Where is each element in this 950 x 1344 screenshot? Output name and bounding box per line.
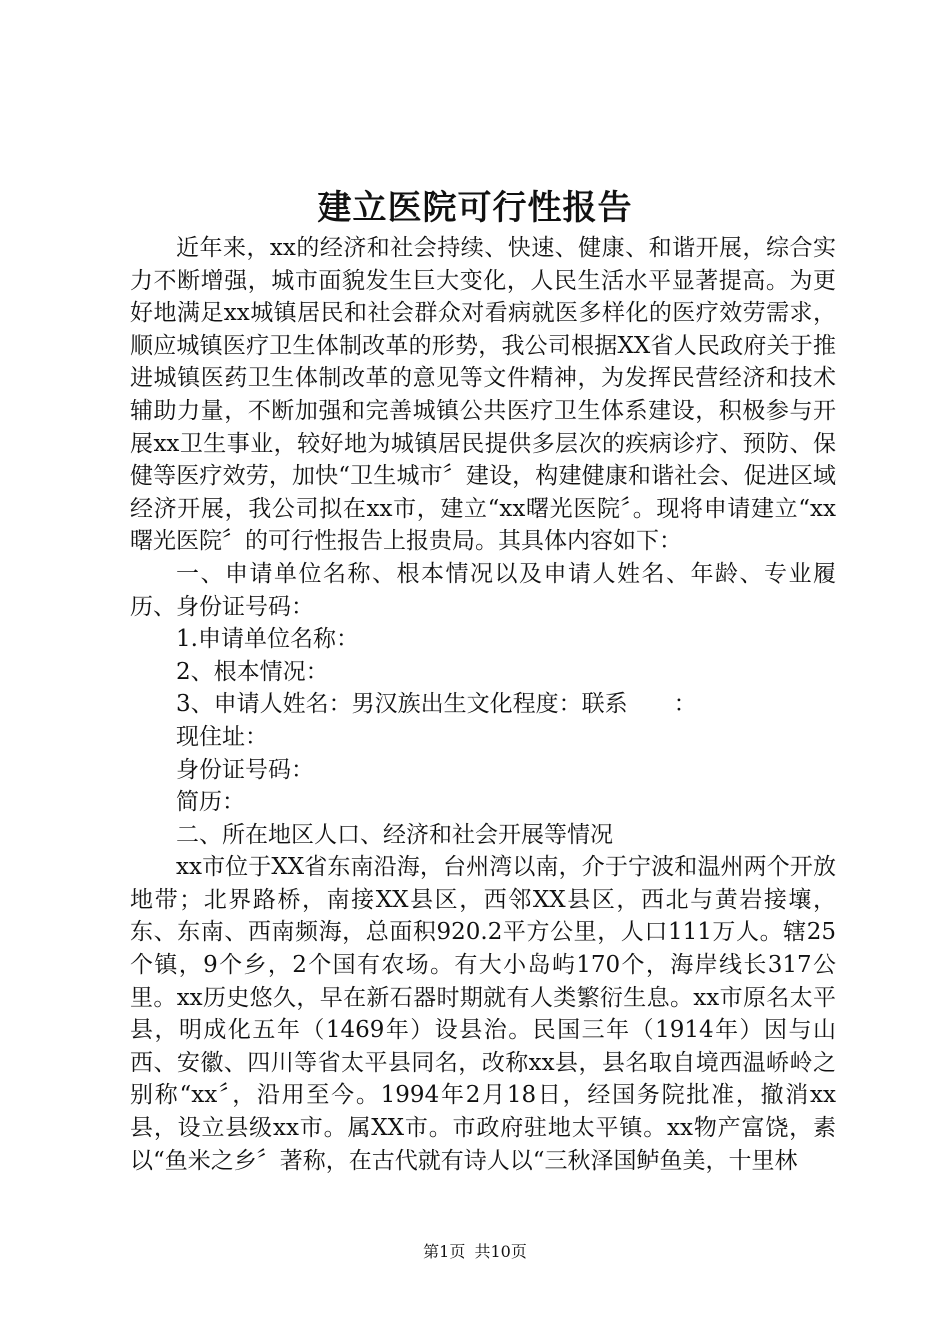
paragraph-intro: 近年来，xx的经济和社会持续、快速、健康、和谐开展，综合实力不断增强，城市面貌发生巨大变化，人民生活水平显著提高。为更好地满足xx城镇居民和社会群众对看病就医多样化的医疗效劳需求，顺应城镇医疗卫生体制改革的形势，我公司根据XX省人民政府关于推进城镇医药卫生体制改革的意见等文件精神，为发挥民营经济和技术辅助力量，不断加强和完善城镇公共医疗卫生体系建设，积极参与开展xx卫生事业，较好地为城镇居民提供多层次的疾病诊疗、预防、保健等医疗效劳，加快“卫生城市〞建设，构建健康和谐社会、促进区域经济开展，我公司拟在xx市，建立“xx曙光医院〞。现将申请建立“xx曙光医院〞的可行性报告上报贵局。其具体内容如下：	[130, 235, 836, 555]
paragraph-basic-info: 2、根本情况：	[176, 658, 329, 685]
paragraph-resume: 简历：	[176, 789, 245, 816]
document-title: 建立医院可行性报告	[317, 188, 633, 228]
paragraph-id-number: 身份证号码：	[176, 756, 314, 783]
paragraph-region-overview: xx市位于XX省东南沿海，台州湾以南，介于宁波和温州两个开放地带；北界路桥，南接XX县区，西邻XX县区，西北与黄岩接壤，东、东南、西南频海，总面积920.2平方公里，人口111万人。辖25个镇，9个乡，2个国有农场。有大小岛屿170个，海岸线长317公里。xx历史悠久，早在新石器时期就有人类繁衍生息。xx市原名太平县，明成化五年（1469年）设县治。民国三年（1914年）因与山西、安徽、四川等省太平县同名，改称xx县，县名取自境西温峤岭之别称“xx〞，沿用至今。1994年2月18日，经国务院批准，撤消xx县，设立县级xx市。属XX市。市政府驻地太平镇。xx物产富饶，素以“鱼米之乡〞著称，在古代就有诗人以“三秋泽国鲈鱼美，十里林	[130, 854, 836, 1174]
paragraph-address: 现住址：	[176, 723, 268, 750]
page-number: 第1页	[423, 1242, 466, 1261]
document-body	[130, 232, 836, 1177]
paragraph-applicant: 3、申请人姓名：男汉族出生文化程度：联系 ：	[176, 691, 697, 718]
paragraph-section-two-heading: 二、所在地区人口、经济和社会开展等情况	[176, 821, 613, 848]
paragraph-section-one-heading: 一、申请单位名称、根本情况以及申请人姓名、年龄、专业履历、身份证号码：	[130, 560, 836, 620]
page-total: 共10页	[474, 1242, 527, 1261]
page-footer	[0, 1240, 950, 1264]
paragraph-unit-name: 1.申请单位名称：	[176, 626, 359, 653]
